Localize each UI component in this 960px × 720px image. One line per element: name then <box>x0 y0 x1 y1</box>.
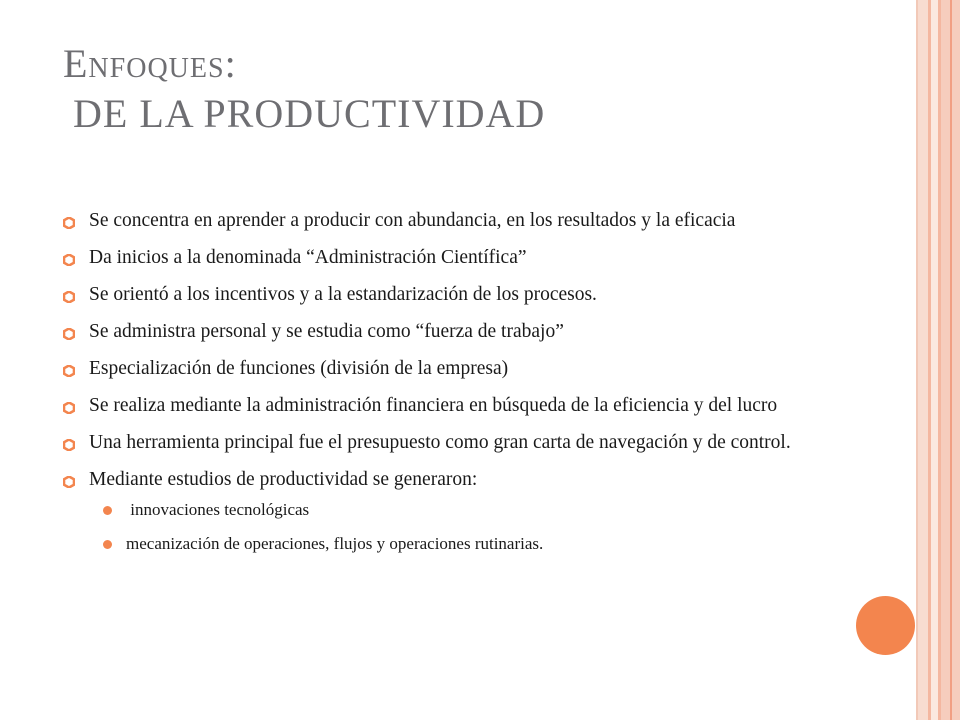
bullet-text: Mediante estudios de productividad se generaron: <box>89 469 478 490</box>
sub-bullet-list <box>89 499 843 555</box>
bullet-text: Especialización de funciones (división de la empresa) <box>89 358 509 379</box>
bullet-item <box>63 282 843 308</box>
bullet-text: Se concentra en aprender a producir con abundancia, en los resultados y la eficacia <box>89 210 736 231</box>
hexagon-bullet-icon <box>63 328 75 340</box>
bullet-item <box>63 245 843 271</box>
bullet-list <box>63 208 843 567</box>
bullet-item <box>63 319 843 345</box>
decorative-stripe <box>931 0 938 720</box>
bullet-item <box>63 430 843 456</box>
accent-circle <box>856 596 915 655</box>
dot-bullet-icon <box>103 540 112 549</box>
slide-title <box>63 41 883 136</box>
hexagon-bullet-icon <box>63 402 75 414</box>
bullet-item <box>63 393 843 419</box>
sub-bullet-item <box>89 533 843 555</box>
bullet-text: Se realiza mediante la administración financiera en búsqueda de la eficiencia y del lucro <box>89 395 778 416</box>
dot-bullet-icon <box>103 506 112 515</box>
hexagon-bullet-icon <box>63 476 75 488</box>
hexagon-bullet-icon <box>63 254 75 266</box>
sub-bullet-text: mecanización de operaciones, flujos y operaciones rutinarias. <box>126 534 544 553</box>
bullet-text: Se administra personal y se estudia como “fuerza de trabajo” <box>89 321 564 342</box>
title-line-2: DE LA PRODUCTIVIDAD <box>73 91 546 136</box>
bullet-item <box>63 208 843 234</box>
decorative-stripe <box>918 0 928 720</box>
bullet-text: Una herramienta principal fue el presupuesto como gran carta de navegación y de control. <box>89 432 791 453</box>
decorative-stripe <box>950 0 952 720</box>
hexagon-bullet-icon <box>63 365 75 377</box>
hexagon-bullet-icon <box>63 291 75 303</box>
bullet-item <box>63 467 843 555</box>
sub-bullet-item <box>89 499 843 521</box>
title-line-1: Enfoques: <box>63 41 237 86</box>
bullet-text: Se orientó a los incentivos y a la estandarización de los procesos. <box>89 284 597 305</box>
hexagon-bullet-icon <box>63 217 75 229</box>
hexagon-bullet-icon <box>63 439 75 451</box>
bullet-text: Da inicios a la denominada “Administración Científica” <box>89 247 527 268</box>
bullet-item <box>63 356 843 382</box>
sub-bullet-text: innovaciones tecnológicas <box>126 500 310 519</box>
